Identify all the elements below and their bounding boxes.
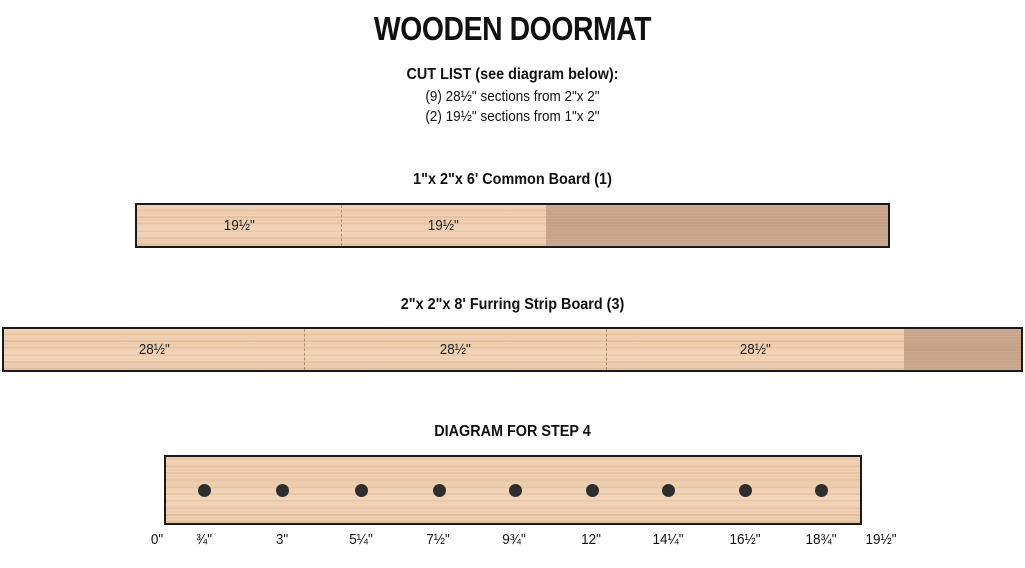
- tick-label: 19½": [865, 531, 897, 548]
- board1-segment-1: 19½": [223, 217, 255, 234]
- tick-label: 3": [275, 531, 289, 548]
- board2-waste: [904, 329, 1021, 370]
- step4-board: [164, 455, 862, 525]
- drill-hole-9: [815, 484, 828, 497]
- cut-list-heading: CUT LIST (see diagram below):: [406, 66, 619, 83]
- drill-hole-2: [276, 484, 289, 497]
- tick-label: 18¾": [805, 531, 837, 548]
- drill-hole-8: [739, 484, 752, 497]
- board2-segment-3: 28½": [739, 341, 771, 358]
- furring-strip-board: [2, 327, 1023, 372]
- cut-list-line-1: (9) 28½" sections from 2"x 2": [425, 88, 600, 105]
- drill-hole-1: [198, 484, 211, 497]
- board1-waste: [546, 205, 888, 246]
- drill-hole-6: [586, 484, 599, 497]
- board2-segment-1: 28½": [138, 341, 170, 358]
- drill-hole-3: [355, 484, 368, 497]
- tick-label: 5¼": [349, 531, 373, 548]
- tick-label: ¾": [195, 531, 213, 548]
- drill-hole-5: [509, 484, 522, 497]
- tick-label: 7½": [426, 531, 450, 548]
- tick-label: 0": [150, 531, 164, 548]
- drill-hole-4: [433, 484, 446, 497]
- tick-label: 12": [581, 531, 601, 548]
- drill-hole-7: [662, 484, 675, 497]
- diagram-title: DIAGRAM FOR STEP 4: [434, 423, 591, 440]
- board2-title: 2"x 2"x 8' Furring Strip Board (3): [400, 296, 625, 313]
- common-board: [135, 203, 890, 248]
- board2-segment-2: 28½": [439, 341, 471, 358]
- tick-label: 16½": [729, 531, 761, 548]
- cut-list-line-2: (2) 19½" sections from 1"x 2": [425, 108, 600, 125]
- board1-title: 1"x 2"x 6' Common Board (1): [413, 171, 612, 188]
- tick-label: 14¼": [652, 531, 684, 548]
- page-title: WOODEN DOORMAT: [373, 10, 652, 47]
- board1-segment-2: 19½": [427, 217, 459, 234]
- tick-label: 9¾": [502, 531, 526, 548]
